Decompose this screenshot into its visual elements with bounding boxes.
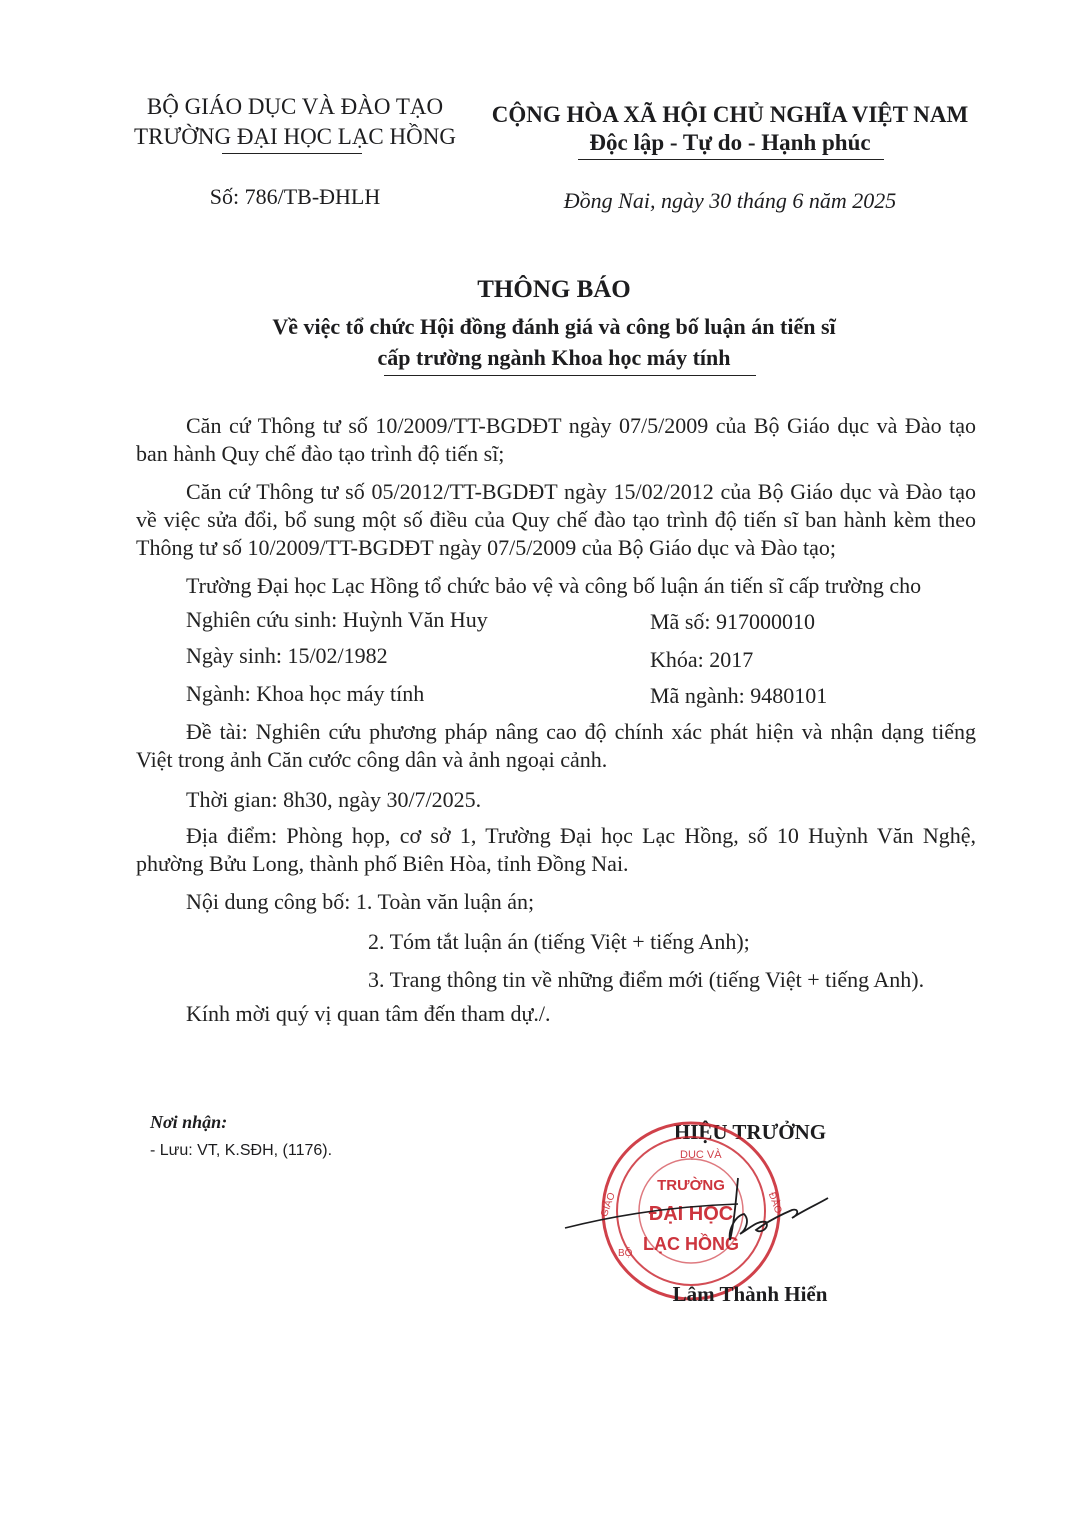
university-underline [222,153,362,154]
country-name: CỘNG HÒA XÃ HỘI CHỦ NGHĨA VIỆT NAM [491,102,969,127]
national-motto: Độc lập - Tự do - Hạnh phúc [589,130,871,155]
document-title: THÔNG BÁO [477,276,631,303]
defense-time: Thời gian: 8h30, ngày 30/7/2025. [186,787,482,812]
closing-invitation: Kính mời quý vị quan tâm đến tham dự./. [186,1001,551,1026]
seal-left-text: GIÁO [598,1191,618,1219]
student-code: Mã số: 917000010 [650,609,815,634]
content-item-2: 2. Tóm tắt luận án (tiếng Việt + tiếng Anh); [368,929,750,954]
ministry-name: BỘ GIÁO DỤC VÀ ĐÀO TẠO [146,94,444,119]
seal-top-text: DỤC VÀ [680,1149,722,1161]
seal-line-2: ĐẠI HỌC [648,1203,734,1225]
signer-title: HIỆU TRƯỞNG [673,1120,827,1144]
legal-basis-2: Căn cứ Thông tư số 05/2012/TT-BGDĐT ngày 15/02/2012 của Bộ Giáo dục và Đào tạo về việc sửa đổi, bổ sung một số điều của Quy chế đào tạo trình độ tiến sĩ ban hành kèm theo Thông tư số 10/2009/TT-BGDĐT ngày 07/5/2009 của Bộ Giáo dục và Đào tạo; [136,479,976,560]
student-cohort: Khóa: 2017 [650,647,754,672]
university-name: TRƯỜNG ĐẠI HỌC LẠC HỒNG [134,124,456,149]
major-code: Mã ngành: 9480101 [650,683,828,708]
announcement-intro: Trường Đại học Lạc Hồng tổ chức bảo vệ và công bố luận án tiến sĩ cấp trường cho [186,573,922,598]
subtitle-underline [384,375,756,376]
seal-bottom-text: BỘ [618,1248,633,1259]
signature-graphic [560,1170,860,1280]
signature [560,1170,860,1280]
place-and-date: Đồng Nai, ngày 30 tháng 6 năm 2025 [563,188,897,213]
subtitle-line-2: cấp trường ngành Khoa học máy tính [377,345,731,370]
recipients-item: - Lưu: VT, K.SĐH, (1176). [150,1142,333,1159]
recipients-label: Nơi nhận: [150,1112,228,1132]
seal-line-3: LẠC HỒNG [643,1234,739,1254]
motto-underline [578,159,884,160]
student-major: Ngành: Khoa học máy tính [186,681,425,706]
legal-basis-1: Căn cứ Thông tư số 10/2009/TT-BGDĐT ngày 07/5/2009 của Bộ Giáo dục và Đào tạo ban hành Quy chế đào tạo trình độ tiến sĩ; [136,413,976,466]
content-item-1: Nội dung công bố: 1. Toàn văn luận án; [186,889,535,914]
seal-line-1: TRƯỜNG [657,1177,725,1194]
student-dob: Ngày sinh: 15/02/1982 [186,643,388,668]
seal-right-text: ĐÀO [765,1190,784,1216]
content-item-3: 3. Trang thông tin về những điểm mới (tiếng Việt + tiếng Anh). [368,967,925,992]
subtitle-line-1: Về việc tổ chức Hội đồng đánh giá và công bố luận án tiến sĩ [272,314,836,339]
signer-name: Lâm Thành Hiển [672,1282,828,1306]
defense-venue: Địa điểm: Phòng họp, cơ sở 1, Trường Đại học Lạc Hồng, số 10 Huỳnh Văn Nghệ, phường Bửu Long, thành phố Biên Hòa, tỉnh Đồng Nai. [136,823,976,876]
document-number: Số: 786/TB-ĐHLH [209,184,381,209]
thesis-topic: Đề tài: Nghiên cứu phương pháp nâng cao độ chính xác phát hiện và nhận dạng tiếng Việt trong ảnh Căn cước công dân và ảnh ngoại cảnh. [136,719,976,772]
student-name: Nghiên cứu sinh: Huỳnh Văn Huy [186,607,488,632]
